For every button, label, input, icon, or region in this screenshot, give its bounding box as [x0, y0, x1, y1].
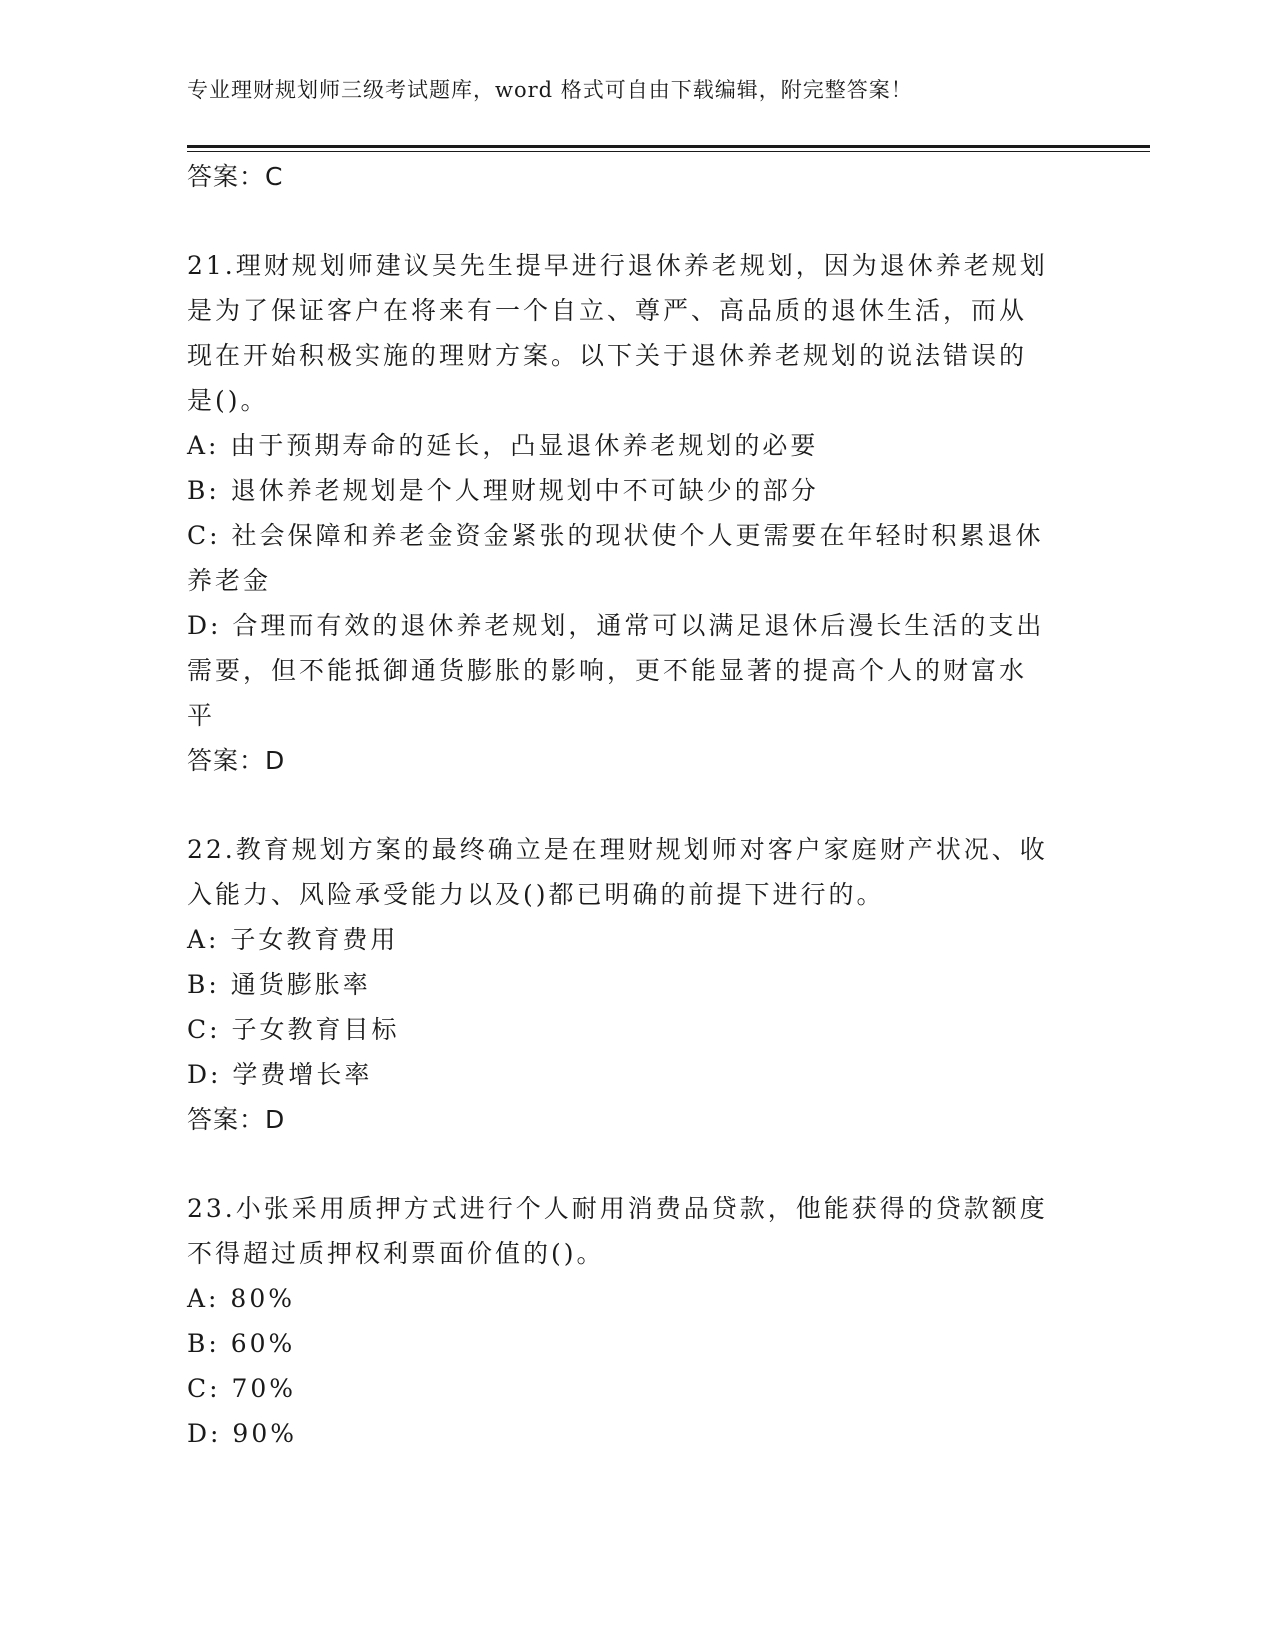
question-text-line: 现在开始积极实施的理财方案。以下关于退休养老规划的说法错误的	[187, 341, 1028, 370]
option-b: B: 通货膨胀率	[187, 970, 371, 999]
page-header: 专业理财规划师三级考试题库，word 格式可自由下载编辑，附完整答案！	[187, 78, 913, 102]
option-d: D: 90%	[187, 1419, 297, 1448]
question-text-line: 21.理财规划师建议吴先生提早进行退休养老规划，因为退休养老规划	[187, 251, 1048, 280]
option-d: D: 学费增长率	[187, 1060, 373, 1089]
option-a: A: 子女教育费用	[187, 925, 399, 954]
answer-line: 答案：C	[187, 162, 284, 191]
option-d-continued: 需要，但不能抵御通货膨胀的影响，更不能显著的提高个人的财富水	[187, 656, 1028, 685]
answer-line: 答案：D	[187, 1105, 286, 1134]
question-text-line: 入能力、风险承受能力以及()都已明确的前提下进行的。	[187, 880, 885, 909]
option-c-continued: 养老金	[187, 566, 272, 595]
header-rule-thin	[187, 151, 1150, 152]
question-block	[187, 827, 1067, 1142]
question-text-line: 22.教育规划方案的最终确立是在理财规划师对客户家庭财产状况、收	[187, 835, 1048, 864]
document-body	[187, 154, 1067, 1456]
question-text-line: 23.小张采用质押方式进行个人耐用消费品贷款，他能获得的贷款额度	[187, 1194, 1048, 1223]
option-c: C: 子女教育目标	[187, 1015, 400, 1044]
option-d: D: 合理而有效的退休养老规划，通常可以满足退休后漫长生活的支出	[187, 611, 1045, 640]
option-c: C: 70%	[187, 1374, 297, 1403]
question-text-line: 不得超过质押权利票面价值的()。	[187, 1239, 605, 1268]
question-text-line: 是为了保证客户在将来有一个自立、尊严、高品质的退休生活，而从	[187, 296, 1028, 325]
option-b: B: 60%	[187, 1329, 296, 1358]
question-block	[187, 243, 1067, 783]
option-a: A: 80%	[187, 1284, 295, 1313]
option-d-continued: 平	[187, 701, 216, 730]
question-block	[187, 1186, 1067, 1456]
answer-line: 答案：D	[187, 746, 286, 775]
option-c: C: 社会保障和养老金资金紧张的现状使个人更需要在年轻时积累退休	[187, 521, 1044, 550]
question-text-line: 是()。	[187, 386, 269, 415]
header-rule-thick	[187, 145, 1150, 148]
option-b: B: 退休养老规划是个人理财规划中不可缺少的部分	[187, 476, 819, 505]
option-a: A: 由于预期寿命的延长，凸显退休养老规划的必要	[187, 431, 819, 460]
